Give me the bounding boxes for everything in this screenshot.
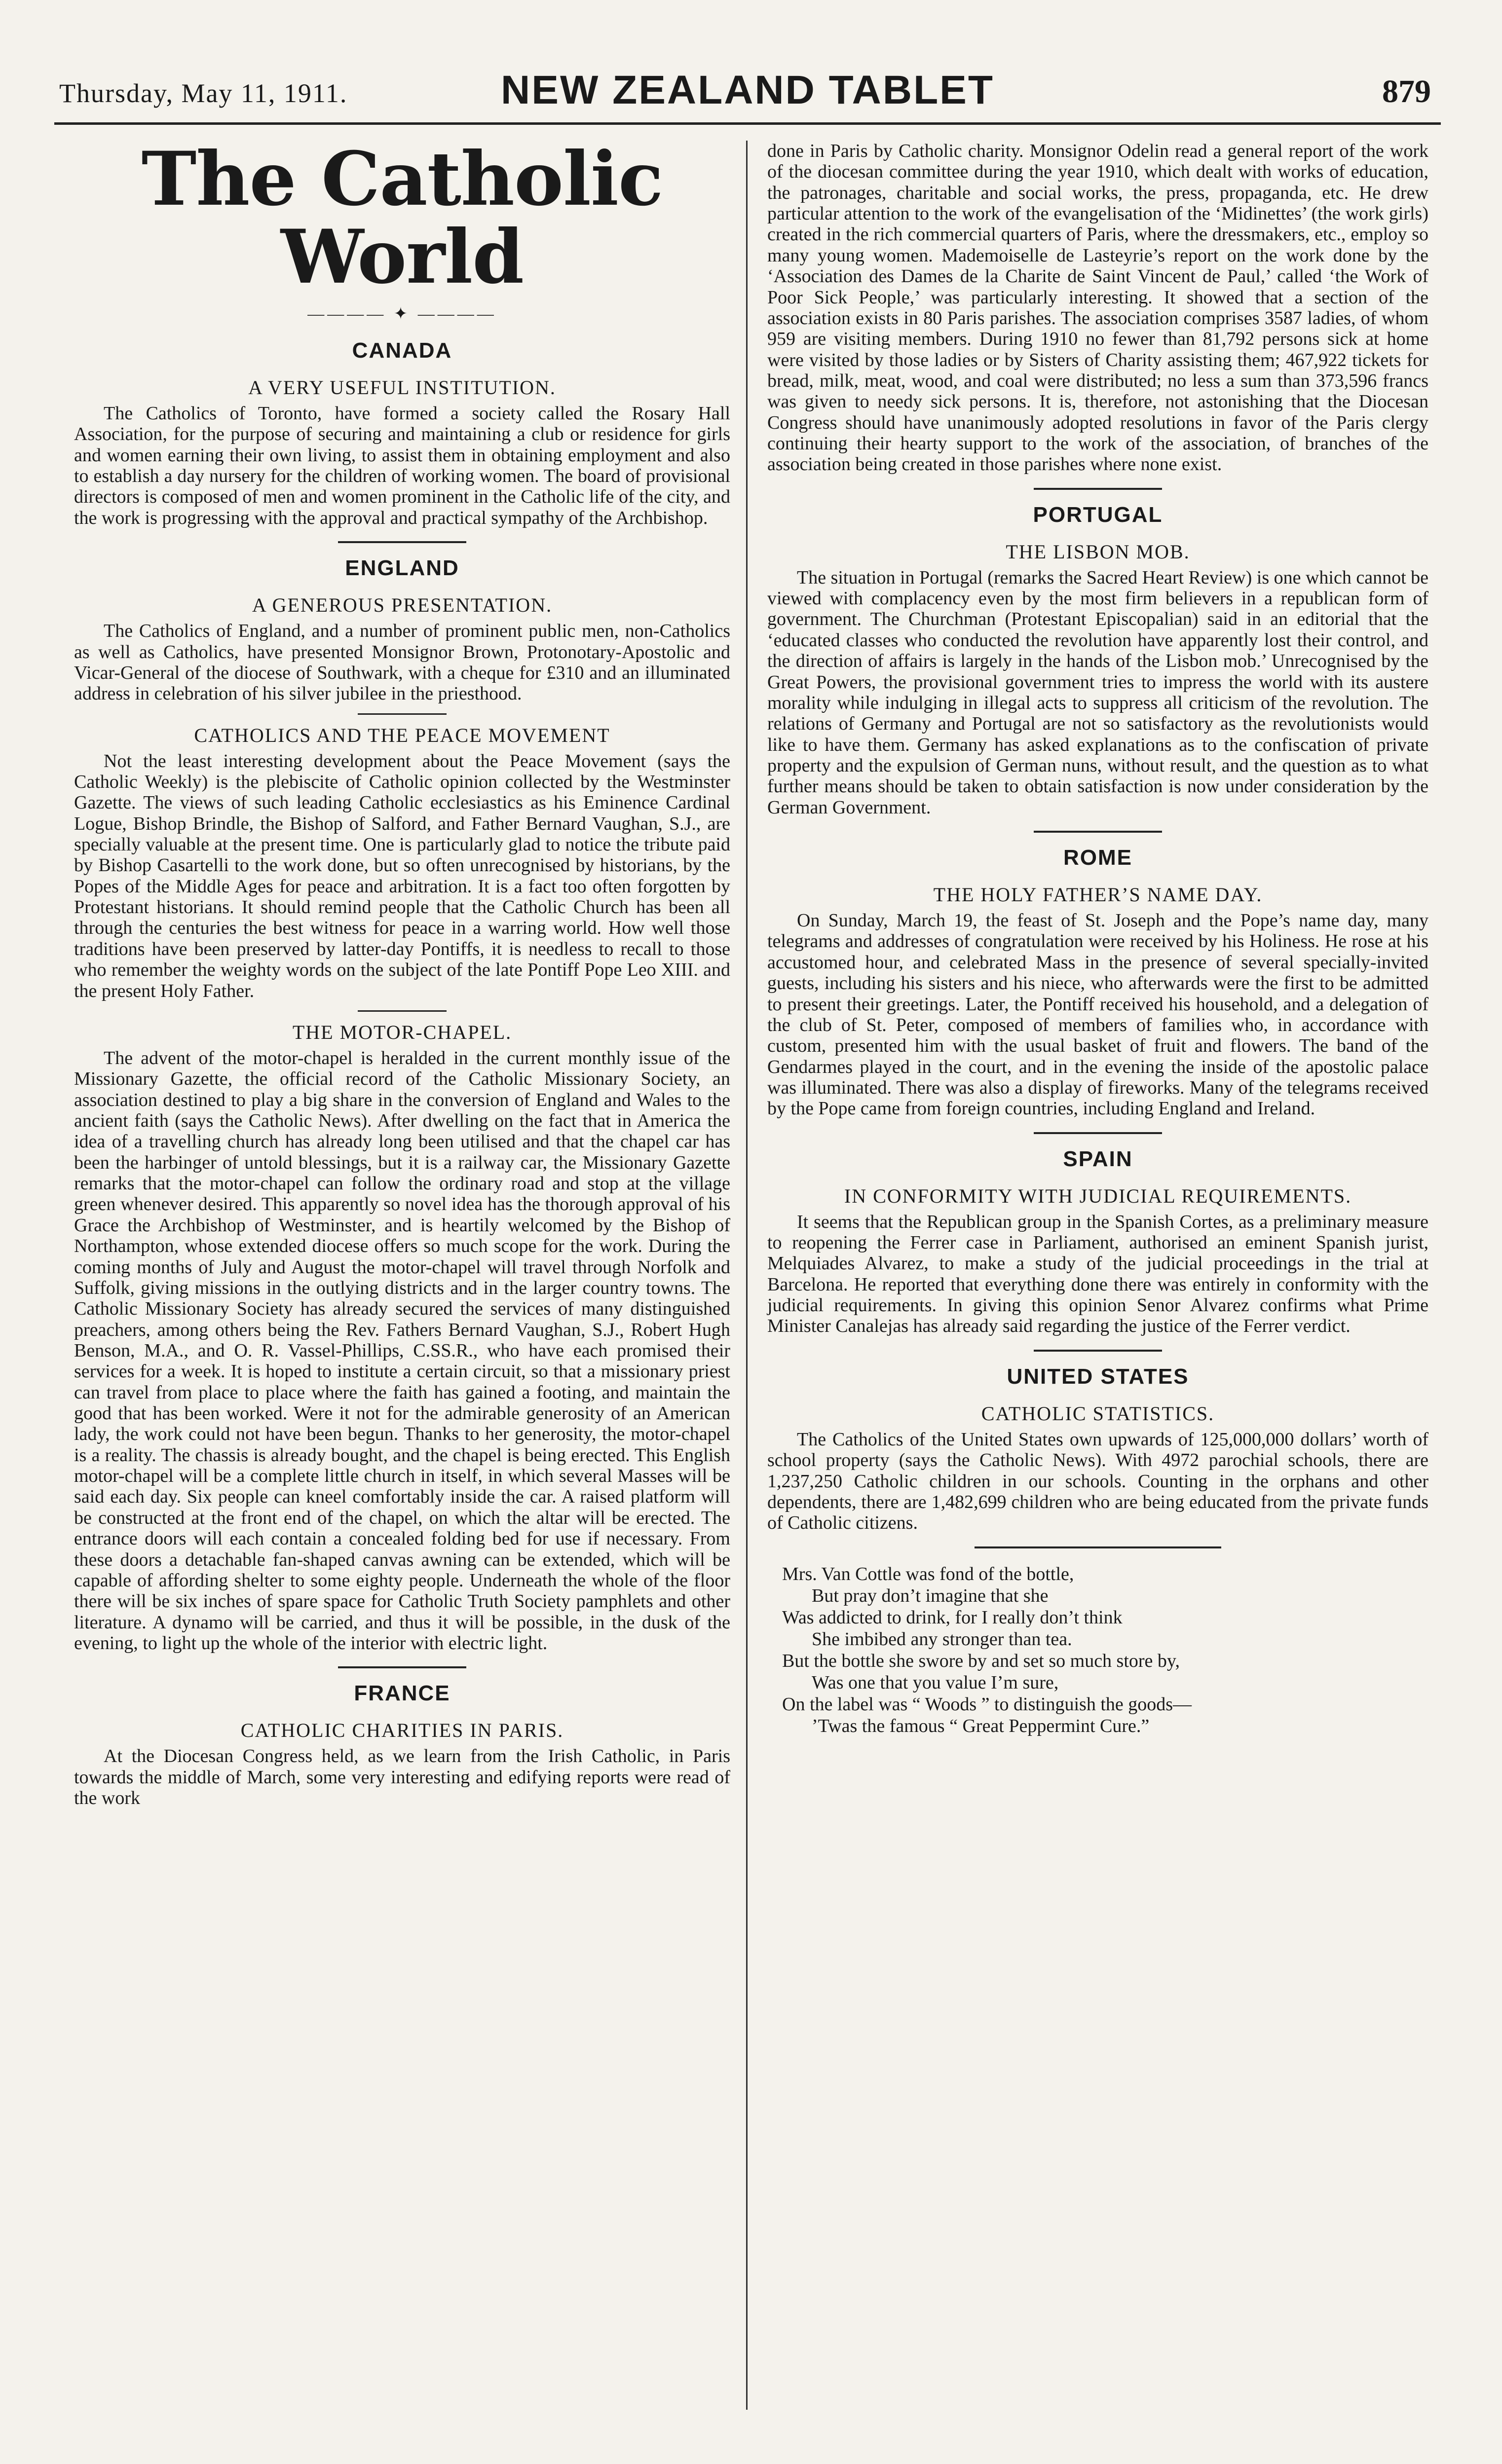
headline-motor-chapel: THE MOTOR-CHAPEL. (292, 1021, 512, 1043)
humorous-verse (782, 1563, 1428, 1737)
poem-line: She imbibed any stronger than tea. (812, 1628, 1072, 1650)
article-rome: On Sunday, March 19, the feast of St. Joseph and the Pope’s name day, many telegrams and addresses of congratulation were received by his Holiness. He rose at his accustomed hour, and celebrated Mass in the presence of several specially-invited guests, including his sisters and his niece, who afterwards were the first to be admitted to present their greetings. Later, the Pontiff received his household, and a delegation of the club of St. Peter, composed of members of families who, in accordance with custom, presented him with the usual basket of fruit and flowers. The band of the Gendarmes played in the court, and in the evening the inside of the apostolic palace was illuminated. There was also a display of fireworks. Many of the telegrams received by the Pope came from foreign countries, including England and Ireland. (767, 910, 1428, 1119)
right-column (767, 141, 1428, 1737)
section-rule (338, 541, 466, 543)
poem-line: Mrs. Van Cottle was fond of the bottle, (782, 1563, 1074, 1584)
column-divider (746, 141, 748, 2410)
country-heading-united-states: UNITED STATES (1007, 1364, 1189, 1389)
headline-lisbon-mob: THE LISBON MOB. (1006, 540, 1190, 563)
headline-charities-paris: CATHOLIC CHARITIES IN PARIS. (240, 1719, 564, 1742)
country-heading-spain: SPAIN (1063, 1146, 1133, 1171)
poem-line: Was addicted to drink, for I really don’t think (782, 1607, 1123, 1628)
section-rule (338, 1666, 466, 1668)
section-masthead: The Catholic World (141, 136, 663, 300)
ornament-divider: ———— ✦ ———— (307, 305, 497, 323)
country-heading-rome: ROME (1063, 846, 1132, 870)
article-peace-movement: Not the least interesting development about the Peace Movement (says the Catholic Weekly) is the plebiscite of Catholic opinion collected by the Westminster Gazette. The views of such leading Catholic ecclesiastics as his Eminence Cardinal Logue, Bishop Brindle, the Bishop of Salford, and Father Bernard Vaughan, S.J., are specially valuable at the present time. One is particularly glad to notice the tribute paid by Bishop Casartelli to the work done, but so often unrecognised by historians, by the Popes of the Middle Ages for peace and arbitration. It is a fact too often forgotten by Protestant historians. It should remind people that the Catholic Church has been all through the centuries the best witness for peace in a warring world. How well those traditions have been preserved by latter-day Pontiffs, it is needless to recall to those who remember the weighty words on the subject of the late Pontiff Pope Leo XIII. and the present Holy Father. (74, 750, 730, 1001)
article-presentation: The Catholics of England, and a number of prominent public men, non-Catholics as well as Catholics, have presented Monsignor Brown, Protonotary-Apostolic and Vicar-General of the diocese of Southwark, with a cheque for £310 and an illuminated address in celebration of his silver jubilee in the priesthood. (74, 621, 730, 704)
article-france-start: At the Diocesan Congress held, as we learn from the Irish Catholic, in Paris towards the middle of March, some very interesting and edifying reports were read of the work (74, 1746, 730, 1809)
article-rule (358, 1010, 447, 1012)
headline-judicial: IN CONFORMITY WITH JUDICIAL REQUIREMENTS. (844, 1184, 1352, 1207)
poem-line: But the bottle she swore by and set so much store by, (782, 1650, 1180, 1671)
country-heading-england: ENGLAND (345, 556, 459, 581)
poem-line: Was one that you value I’m sure, (812, 1672, 1059, 1693)
country-heading-portugal: PORTUGAL (1033, 502, 1163, 527)
section-rule (1034, 1350, 1162, 1352)
poem-rule (975, 1546, 1221, 1548)
section-rule (1034, 488, 1162, 490)
page-header (54, 58, 1441, 125)
poem-line: ’Twas the famous “ Great Peppermint Cure.” (812, 1716, 1150, 1737)
left-column (74, 136, 730, 1811)
headline-name-day: THE HOLY FATHER’S NAME DAY. (933, 883, 1263, 906)
article-united-states: The Catholics of the United States own upwards of 125,000,000 dollars’ worth of school property (says the Catholic News). With 4972 parochial schools, there are 1,237,250 Catholic children in our schools. Counting in the orphans and other dependents, there are 1,482,699 children who are being educated from the private funds of Catholic citizens. (767, 1429, 1428, 1534)
page-number: 879 (1382, 74, 1431, 110)
newspaper-title: NEW ZEALAND TABLET (501, 68, 994, 112)
article-france-continued: done in Paris by Catholic charity. Monsignor Odelin read a general report of the work of the diocesan committee during the year 1910, which dealt with works of education, the patronages, charitable and social works, the press, propaganda, etc. He drew particular attention to the work of the evangelisation of the ‘Midinettes’ (the work girls) created in the rich commercial quarters of Paris, where the dressmakers, etc., employ so many young women. Mademoiselle de Lasteyrie’s report on the work done by the ‘Association des Dames de la Charite de Saint Vincent de Paul,’ called ‘the Work of Poor Sick People,’ was particularly interesting. It showed that a section of the association exists in 80 Paris parishes. The association comprises 3587 ladies, of whom 959 are visiting members. During 1910 no fewer than 81,792 persons sick at home were visited by those ladies or by Sisters of Charity assisting them; 467,922 tickets for bread, milk, meat, wood, and coal were distributed; no less a sum than 373,596 francs was given to needy sick persons. It is, therefore, not astonishing that the Diocesan Congress should have unanimously adopted resolutions in favor of the Paris clergy continuing their hearty support to the work of the association, of branches of the association being created in those parishes where none exist. (767, 141, 1428, 475)
article-motor-chapel: The advent of the motor-chapel is heralded in the current monthly issue of the Missionary Gazette, the official record of the Catholic Missionary Society, an association destined to play a big share in the conversion of England and Wales to the ancient faith (says the Catholic News). After dwelling on the fact that in America the idea of a travelling church has already long been utilised and that the chapel car has been the harbinger of untold blessings, but it is a railway car, the Missionary Gazette remarks that the motor-chapel can follow the ordinary road and stop at the village green whenever desired. This apparently so novel idea has the thorough approval of his Grace the Archbishop of Westminster, and is heartily welcomed by the Bishop of Northampton, whose extended diocese offers so much scope for the work. During the coming months of July and August the motor-chapel will travel through Norfolk and Suffolk, giving missions in the outlying districts and in the larger country towns. The Catholic Missionary Society has already secured the services of many distinguished preachers, among others being the Rev. Fathers Bernard Vaughan, S.J., Robert Hugh Benson, M.A., and O. R. Vassel-Phillips, C.SS.R., who have each promised their services for a week. It is hoped to institute a certain circuit, so that a missionary priest can travel from place to place where the faith has gained a footing, and maintain the good that has been worked. Were it not for the admirable generosity of an American lady, the work could not have been begun. Thanks to her generosity, the motor-chapel is a reality. The chassis is already bought, and the chapel is being erected. This English motor-chapel will be a complete little church in itself, in which several Masses will be said each day. Six people can kneel comfortably inside the car. A raised platform will be constructed at the front end of the chapel, on which the altar will be erected. The entrance doors will each contain a concealed folding bed for use if necessary. From these doors a detachable fan-shaped canvas awning can be extended, which will be capable of affording shelter to some eighty people. Underneath the whole of the floor there will be six inches of spare space for Catholic Truth Society pamphlets and other literature. A dynamo will be carried, and thus it will be possible, in the dusk of the evening, to light up the whole of the interior with electric light. (74, 1047, 730, 1654)
article-canada: The Catholics of Toronto, have formed a society called the Rosary Hall Association, for the purpose of securing and maintaining a club or residence for girls and women earning their own living, to assist them in obtaining employment and also to establish a day nursery for the children of working women. The board of provisional directors is composed of men and women prominent in the Catholic life of the city, and the work is progressing with the approval and practical sympathy of the Archbishop. (74, 403, 730, 528)
headline-catholic-statistics: CATHOLIC STATISTICS. (981, 1402, 1215, 1425)
country-heading-france: FRANCE (354, 1681, 451, 1706)
poem-line: But pray don’t imagine that she (812, 1585, 1049, 1606)
headline-peace-movement: CATHOLICS AND THE PEACE MOVEMENT (194, 724, 610, 746)
headline-generous-presentation: A GENEROUS PRESENTATION. (252, 594, 553, 617)
issue-date: Thursday, May 11, 1911. (59, 78, 348, 108)
article-rule (358, 713, 447, 715)
country-heading-canada: CANADA (352, 338, 452, 363)
poem-line: On the label was “ Woods ” to distinguish the goods— (782, 1694, 1192, 1715)
article-portugal: The situation in Portugal (remarks the Sacred Heart Review) is one which cannot be viewed with complacency even by the most firm believers in a republican form of government. The Churchman (Protestant Episcopalian) said in an editorial that the ‘educated classes who conducted the revolution have apparently lost their control, and the direction of affairs is largely in the hands of the Lisbon mob.’ Unrecognised by the Great Powers, the provisional government tries to impress the world with its austere morality while indulging in illegal acts to suppress all criticism of the revolution. The relations of Germany and Portugal are not so satisfactory as the revolutionists would like to have them. Germany has asked explanations as to the confiscation of private property and the expulsion of German nuns, without result, and the question as to what further means should be taken to obtain satisfaction is now under consideration by the German Government. (767, 567, 1428, 818)
headline-useful-institution: A VERY USEFUL INSTITUTION. (248, 376, 556, 399)
section-rule (1034, 1132, 1162, 1134)
section-rule (1034, 831, 1162, 833)
article-spain: It seems that the Republican group in the Spanish Cortes, as a preliminary measure to reopening the Ferrer case in Parliament, authorised an eminent Spanish jurist, Melquiades Alvarez, to make a study of the judicial proceedings in the trial at Barcelona. He reported that everything done there was entirely in conformity with the judicial requirements. In giving this opinion Senor Alvarez confirms what Prime Minister Canalejas has already said regarding the justice of the Ferrer verdict. (767, 1211, 1428, 1337)
